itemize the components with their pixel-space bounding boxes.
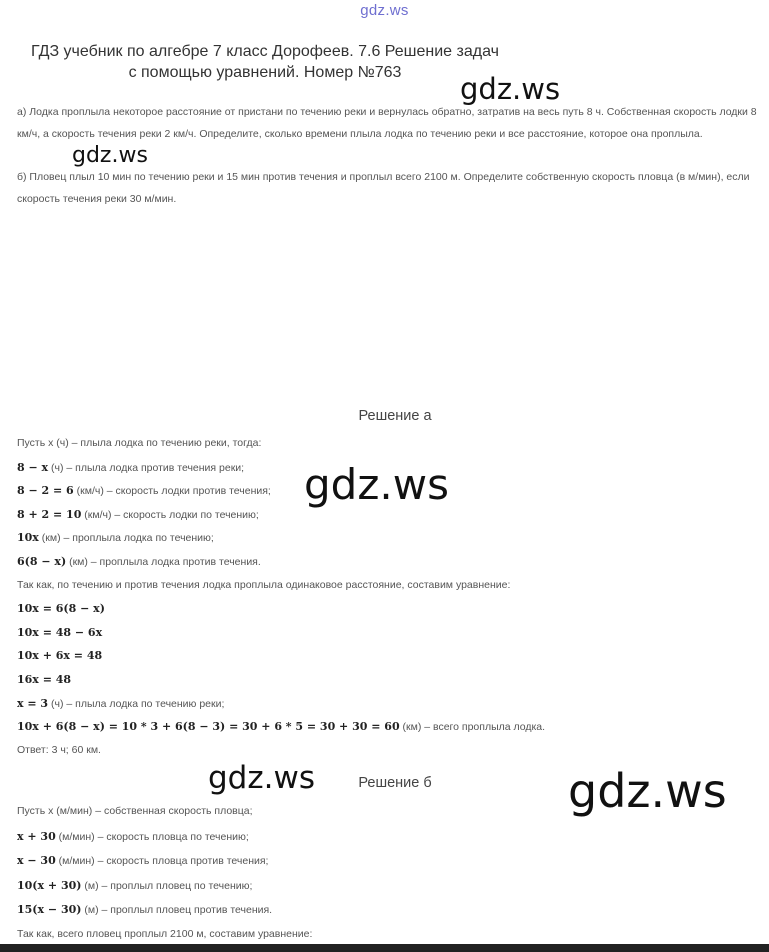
solution-a-math: 10x + 6(8 − x) = 10 * 3 + 6(8 − 3) = 30 + 6 * 5 = 30 + 30 = 60	[17, 720, 400, 734]
site-logo-link[interactable]: gdz.ws	[360, 2, 409, 19]
solution-b-math: 15(x − 30)	[17, 903, 82, 917]
solution-b-math: x − 30	[17, 854, 56, 868]
solution-a-math: 8 − 2 = 6	[17, 484, 74, 498]
solution-b-line	[17, 928, 312, 940]
solution-b-text: (м/мин) – скорость пловца против течения;	[55, 855, 269, 868]
solution-b-text: (м) – проплыл пловец по течению;	[81, 879, 253, 892]
task-b-text: б) Пловец плыл 10 мин по течению реки и 15 мин против течения и проплыл всего 2100 м. Определите собственную скорость пловца (в м/мин), если скорость течения реки 30 м/мин.	[17, 171, 750, 205]
solution-a-text: (км) – проплыла лодка против течения.	[66, 556, 261, 568]
solution-a-math: 8 + 2 = 10	[17, 507, 82, 521]
solution-b-heading: Решение б	[358, 775, 432, 791]
solution-b-text: Пусть x (м/мин) – собственная скорость пловца;	[17, 805, 253, 817]
solution-a-text: (км) – всего проплыла лодка.	[399, 721, 546, 734]
page-title-line-1: ГДЗ учебник по алгебре 7 класс Дорофеев. 7.6 Решение задач	[31, 43, 499, 60]
watermark: gdz.ws	[72, 143, 148, 168]
solution-a-math: x = 3	[17, 696, 49, 710]
watermark: gdz.ws	[208, 760, 315, 796]
solution-a-text: Так как, по течению и против течения лодка проплыла одинаковое расстояние, составим уравнение:	[17, 578, 511, 591]
solution-a-math: 10x	[17, 531, 39, 545]
solution-a-line	[17, 602, 105, 615]
solution-a-line	[17, 531, 214, 544]
solution-a-line	[17, 508, 259, 521]
solution-a-line	[17, 484, 271, 497]
solution-a-line	[17, 697, 224, 710]
solution-a-line	[17, 555, 261, 568]
solution-a-line	[17, 744, 101, 756]
solution-a-text: Пусть x (ч) – плыла лодка по течению реки, тогда:	[17, 437, 262, 449]
solution-b-math: 10(x + 30)	[17, 878, 82, 892]
solution-b-text: Так как, всего пловец проплыл 2100 м, составим уравнение:	[17, 928, 313, 940]
solution-a-line	[17, 626, 102, 639]
solution-b-text: (м/мин) – скорость пловца по течению;	[55, 830, 249, 843]
solution-a-math: 16x = 48	[17, 673, 72, 686]
solution-b-line	[17, 805, 253, 817]
solution-a-math: 6(8 − x)	[17, 555, 67, 568]
bottom-bar	[0, 944, 769, 952]
page-title-line-2: с помощью уравнений. Номер №763	[128, 64, 402, 81]
solution-b-line	[17, 879, 252, 892]
solution-a-math: 8 − x	[17, 460, 49, 474]
solution-b-line	[17, 903, 272, 916]
solution-a-line	[17, 649, 102, 662]
solution-a-text: (км) – проплыла лодка по течению;	[38, 532, 214, 545]
solution-a-line	[17, 437, 261, 449]
solution-a-text: Ответ: 3 ч; 60 км.	[17, 743, 101, 756]
solution-a-line	[17, 461, 244, 474]
solution-a-math: 10x = 48 − 6x	[17, 625, 103, 639]
watermark: gdz.ws	[460, 72, 561, 106]
watermark: gdz.ws	[304, 460, 449, 509]
solution-b-math: x + 30	[17, 829, 56, 843]
solution-a-line	[17, 673, 71, 686]
solution-a-text: (км/ч) – скорость лодки по течению;	[81, 508, 259, 521]
solution-a-text: (ч) – плыла лодка по течению реки;	[48, 697, 225, 710]
solution-b-text: (м) – проплыл пловец против течения.	[81, 904, 273, 917]
task-a-text: а) Лодка проплыла некоторое расстояние от пристани по течению реки и вернулась обратно, затратив на весь путь 8 ч. Собственная скорость лодки 8 км/ч, а скорость течения реки 2 км/ч. Определите, сколько времени плыла лодка по течению реки и все расстояние, которое она проплыла.	[17, 106, 757, 140]
watermark: gdz.ws	[568, 764, 727, 818]
solution-a-text: (ч) – плыла лодка против течения реки;	[48, 461, 245, 474]
solution-b-line	[17, 854, 268, 867]
solution-a-heading: Решение а	[358, 408, 432, 424]
solution-a-math: 10x + 6x = 48	[17, 649, 103, 663]
solution-a-line	[17, 720, 545, 733]
solution-a-text: (км/ч) – скорость лодки против течения;	[73, 485, 271, 498]
solution-a-math: 10x = 6(8 − x)	[17, 602, 105, 616]
solution-a-line	[17, 579, 510, 591]
solution-b-line	[17, 830, 249, 843]
page-title	[0, 41, 530, 83]
